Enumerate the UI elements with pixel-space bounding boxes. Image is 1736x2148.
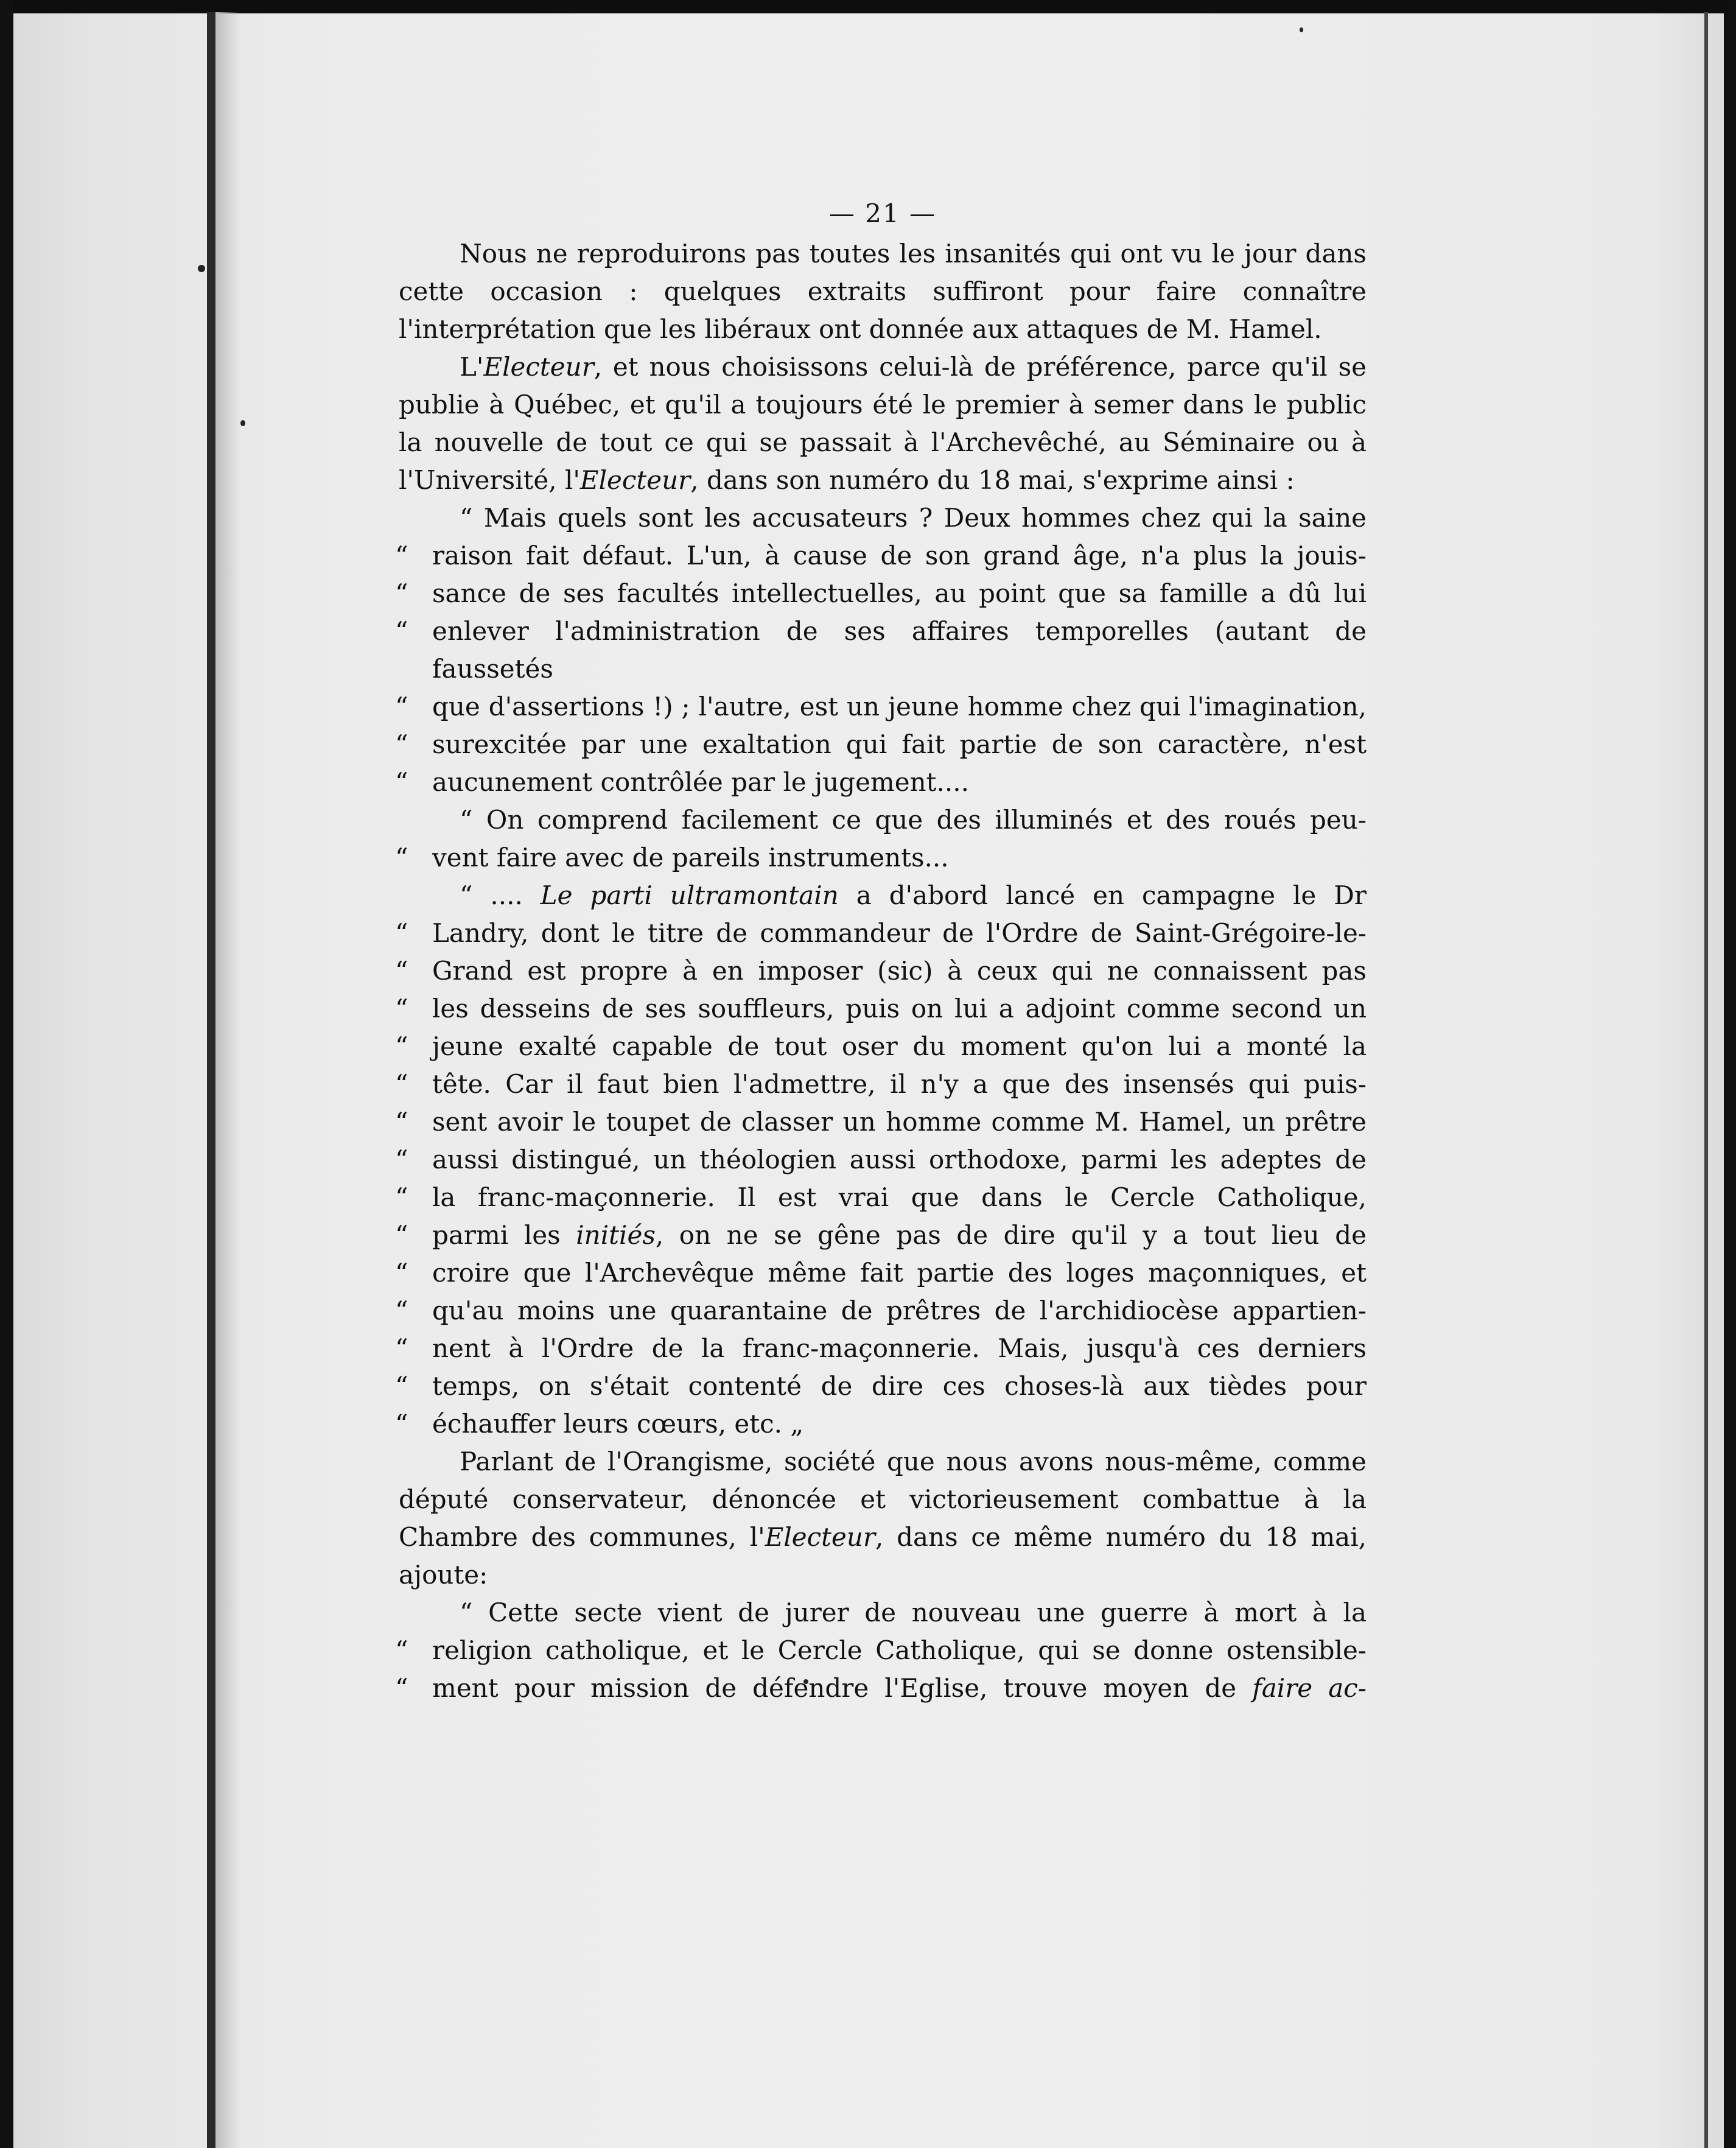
quote-line: “ nent à l'Ordre de la franc-maçonnerie. Mais, jusqu'à ces derniers — [395, 1333, 1367, 1363]
speck — [198, 265, 205, 272]
quote-line: “ vent faire avec de pareils instruments... — [395, 843, 949, 872]
quote-line: “ temps, on s'était contenté de dire ces choses-là aux tièdes pour — [395, 1371, 1367, 1401]
paragraph-1: Nous ne reproduirons pas toutes les insanités qui ont vu le jour dans cette occasion : quelques extraits suffiront pour faire connaître l'interprétation que les libéraux ont donnée aux attaques de M. Hamel. — [399, 239, 1367, 344]
quote-line: “ aucunement contrôlée par le jugement.... — [395, 767, 969, 797]
quote-line: “ jeune exalté capable de tout oser du moment qu'on lui a monté la — [395, 1031, 1367, 1061]
quote-4 — [395, 1594, 1367, 1707]
binding-shadow — [215, 12, 240, 2148]
quote-line: “ surexcitée par une exaltation qui fait partie de son caractère, n'est — [395, 729, 1367, 759]
paragraph-3: Parlant de l'Orangisme, société que nous avons nous-même, comme député conservateur, dénoncée et victorieusement combattue à la Chambre des communes, l'Electeur, dans ce même numéro du 18 mai, ajoute: — [399, 1447, 1367, 1590]
quote-line: “ croire que l'Archevêque même fait partie des loges maçonniques, et — [395, 1258, 1367, 1288]
paragraph-2: L'Electeur, et nous choisissons celui-là de préférence, parce qu'il se publie à Québec, et qu'il a toujours été le premier à semer dans le public la nouvelle de tout ce qui se passait à l'Archevêché, au Séminaire ou à l'Université, l'Electeur, dans son numéro du 18 mai, s'exprime ainsi : — [399, 352, 1367, 495]
quote-line: “ religion catholique, et le Cercle Catholique, qui se donne ostensible- — [395, 1635, 1367, 1665]
quote-1 — [395, 499, 1367, 801]
quote-line: “ que d'assertions !) ; l'autre, est un jeune homme chez qui l'imagination, — [395, 692, 1367, 721]
quote-line: “ Cette secte vient de jurer de nouveau une guerre à mort à la — [460, 1598, 1367, 1627]
quote-line: “ les desseins de ses souffleurs, puis on lui a adjoint comme second un — [395, 994, 1367, 1023]
quote-line: “ Grand est propre à en imposer (sic) à ceux qui ne connaissent pas — [395, 956, 1367, 986]
quote-line: “ aussi distingué, un théologien aussi orthodoxe, parmi les adeptes de — [395, 1145, 1367, 1174]
quote-line: “ tête. Car il faut bien l'admettre, il n'y a que des insensés qui puis- — [395, 1069, 1367, 1099]
quote-line: “ parmi les initiés, on ne se gêne pas de dire qu'il y a tout lieu de — [395, 1220, 1367, 1250]
quote-line: “ enlever l'administration de ses affaires temporelles (autant de faussetés — [395, 616, 1367, 684]
quote-line: “ sance de ses facultés intellectuelles, au point que sa famille a dû lui — [395, 578, 1367, 608]
document-body — [395, 195, 1367, 1707]
speck — [240, 420, 245, 426]
scan-border-right — [1724, 0, 1736, 2148]
quote-3 — [395, 877, 1367, 1443]
right-gutter-line — [1704, 12, 1708, 2148]
quote-line: “ Mais quels sont les accusateurs ? Deux hommes chez qui la saine — [460, 503, 1367, 533]
quote-2 — [395, 801, 1367, 877]
quote-line: “ .... Le parti ultramontain a d'abord lancé en campagne le Dr — [460, 880, 1367, 910]
quote-line: “ ment pour mission de défendre l'Eglise, trouve moyen de faire ac- — [395, 1673, 1367, 1703]
page-number: — 21 — — [828, 198, 937, 228]
speck — [1300, 27, 1303, 32]
quote-line: “ échauffer leurs cœurs, etc. „ — [395, 1409, 804, 1439]
scan-border-left — [0, 0, 13, 2148]
scan-border-top — [0, 0, 1736, 13]
quote-line: “ On comprend facilement ce que des illuminés et des roués peu- — [460, 805, 1367, 835]
quote-line: “ raison fait défaut. L'un, à cause de son grand âge, n'a plus la jouis- — [395, 541, 1367, 570]
binding-fold — [207, 12, 215, 2148]
quote-line: “ sent avoir le toupet de classer un homme comme M. Hamel, un prêtre — [395, 1107, 1367, 1137]
quote-line: “ qu'au moins une quarantaine de prêtres de l'archidiocèse appartien- — [395, 1296, 1367, 1325]
quote-line: “ Landry, dont le titre de commandeur de l'Ordre de Saint-Grégoire-le- — [395, 918, 1367, 948]
quote-line: “ la franc-maçonnerie. Il est vrai que dans le Cercle Catholique, — [395, 1182, 1367, 1212]
